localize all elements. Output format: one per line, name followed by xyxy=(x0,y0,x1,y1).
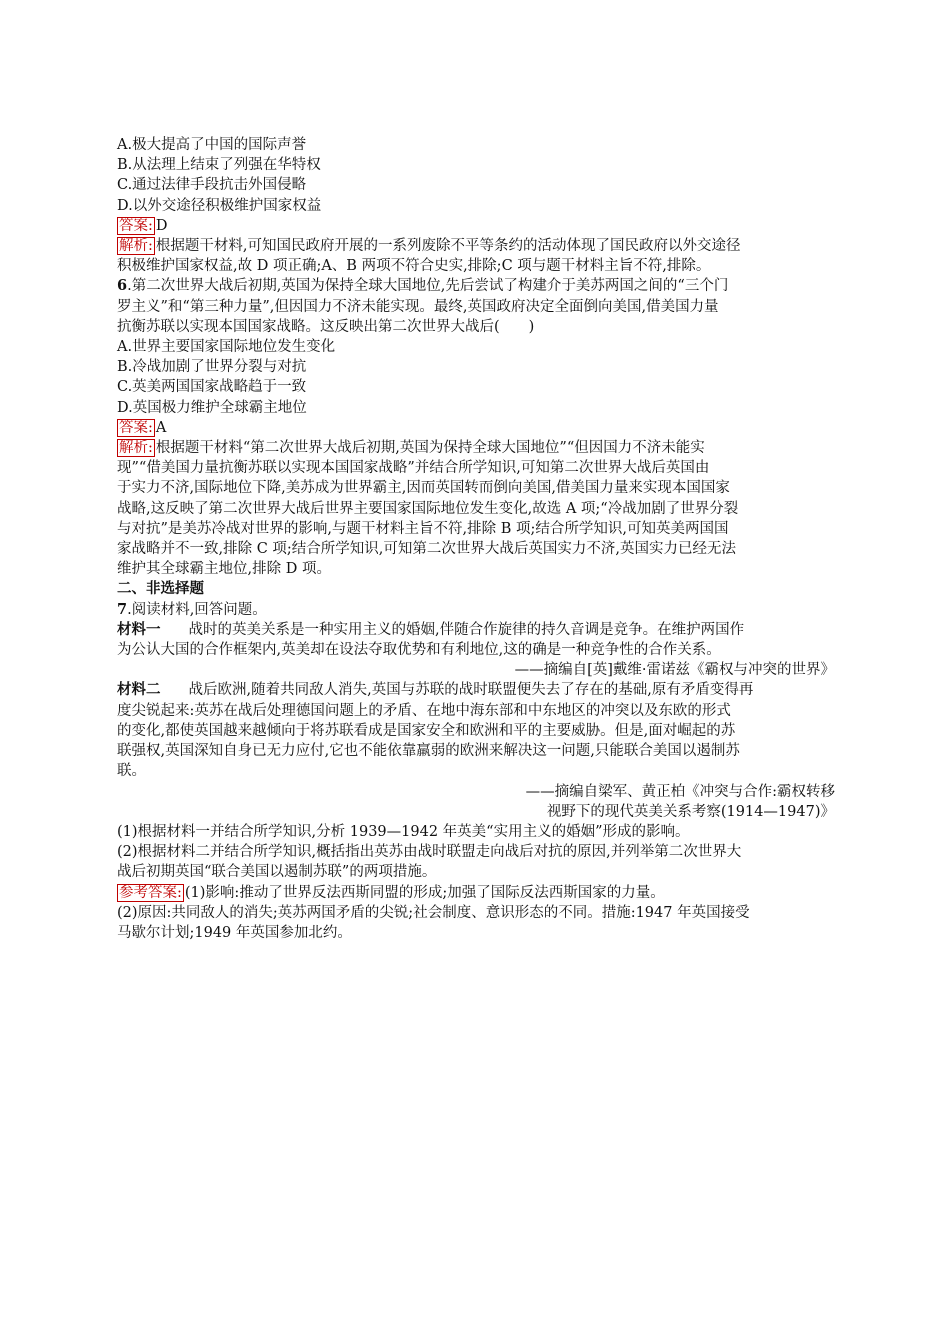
q7-ref2-line: (2)原因:共同敌人的消失;英苏两国矛盾的尖锐;社会制度、意识形态的不同。措施:1947 年英国接受 xyxy=(117,904,750,921)
q6-analysis-tag: 解析: xyxy=(119,440,153,457)
q6-option-a: A.世界主要国家国际地位发生变化 xyxy=(117,339,336,356)
q7-material2-row xyxy=(117,680,835,700)
q5-answer-row xyxy=(117,216,835,236)
q6-number: 6 xyxy=(117,277,128,295)
q5-option-a: A.极大提高了中国的国际声誉 xyxy=(117,137,307,153)
material1-line: 战时的英美关系是一种实用主义的婚姻,伴随合作旋律的持久音调是竞争。在维护两国作 xyxy=(188,621,745,638)
q7-number: 7 xyxy=(117,600,128,618)
q5-option-d: D.以外交途径积极维护国家权益 xyxy=(117,197,322,214)
material2-line: 联。 xyxy=(117,763,146,780)
document-page xyxy=(117,135,835,943)
q6-analysis-line: 战略,这反映了第二次世界大战后世界主要国家国际地位发生变化,故选 A 项;“冷战加剧了世界分裂 xyxy=(117,500,739,517)
q6-option-d: D.英国极力维护全球霸主地位 xyxy=(117,399,307,416)
q5-analysis-tag: 解析: xyxy=(119,238,153,255)
q7-stem: .阅读材料,回答问题。 xyxy=(127,601,267,618)
q7-ref2-line: 马歇尔计划;1949 年英国参加北约。 xyxy=(117,924,352,941)
q7-sub1: (1)根据材料一并结合所学知识,分析 1939—1942 年英美“实用主义的婚姻”形成的影响。 xyxy=(117,823,690,840)
q6-analysis-line: 于实力不济,国际地位下降,美苏成为世界霸主,因而英国转而倒向美国,借美国力量来实现本国国家 xyxy=(117,480,730,497)
q7-stem-row xyxy=(117,600,835,620)
q7-sub2-line: (2)根据材料二并结合所学知识,概括指出英苏由战时联盟走向战后对抗的原因,并列举第二次世界大 xyxy=(117,844,742,861)
material2-source: ——摘编自梁军、黄正柏《冲突与合作:霸权转移 xyxy=(525,783,835,800)
section-title: 二、非选择题 xyxy=(117,580,204,598)
q6-answer-row xyxy=(117,418,835,438)
q6-stem-line: 抗衡苏联以实现本国国家战略。这反映出第二次世界大战后( ) xyxy=(117,318,535,335)
q5-analysis-line: 积极维护国家权益,故 D 项正确;A、B 两项不符合史实,排除;C 项与题干材料主旨不符,排除。 xyxy=(117,258,711,275)
material2-source: 视野下的现代英美关系考察(1914—1947)》 xyxy=(546,803,835,820)
q7-material1-row xyxy=(117,620,835,640)
material2-label: 材料二 xyxy=(117,682,161,699)
q5-analysis-row xyxy=(117,236,835,256)
q6-answer: A xyxy=(155,419,167,436)
q6-stem-line: .第二次世界大战后初期,英国为保持全球大国地位,先后尝试了构建介于美苏两国之间的“三个门 xyxy=(127,278,729,295)
q6-analysis-line: 根据题干材料“第二次世界大战后初期,英国为保持全球大国地位”“但因国力不济未能实 xyxy=(155,440,705,457)
material1-source: ——摘编自[英]戴维·雷诺兹《霸权与冲突的世界》 xyxy=(514,662,835,679)
material2-line: 联强权,英国深知自身已无力应付,它也不能依靠羸弱的欧洲来解决这一问题,只能联合美国以遏制苏 xyxy=(117,743,740,760)
q6-answer-tag: 答案: xyxy=(119,419,153,436)
q5-answer-tag: 答案: xyxy=(119,217,153,234)
q5-analysis-line: 根据题干材料,可知国民政府开展的一系列废除不平等条约的活动体现了国民政府以外交途径 xyxy=(155,238,741,255)
material1-line: 为公认大国的合作框架内,英美却在设法夺取优势和有利地位,这的确是一种竞争性的合作关系。 xyxy=(117,642,721,659)
q5-option-c: C.通过法律手段抗击外国侵略 xyxy=(117,177,307,194)
q6-analysis-line: 现”“借美国力量抗衡苏联以实现本国国家战略”并结合所学知识,可知第二次世界大战后英国由 xyxy=(117,460,710,477)
material2-line: 度尖锐起来:英苏在战后处理德国问题上的矛盾、在地中海东部和中东地区的冲突以及东欧的形式 xyxy=(117,702,731,719)
q5-answer: D xyxy=(155,217,168,234)
q7-ref-tag: 参考答案: xyxy=(119,884,182,901)
q6-analysis-row xyxy=(117,438,835,458)
material1-label: 材料一 xyxy=(117,621,161,638)
q6-stem-row xyxy=(117,276,835,296)
q6-option-c: C.英美两国国家战略趋于一致 xyxy=(117,379,307,396)
q6-option-b: B.冷战加剧了世界分裂与对抗 xyxy=(117,359,307,376)
q7-ref-row xyxy=(117,883,835,903)
q7-sub2-line: 战后初期英国“联合美国以遏制苏联”的两项措施。 xyxy=(117,864,437,881)
material2-line: 的变化,都使英国越来越倾向于将苏联看成是国家安全和欧洲和平的主要威胁。但是,面对崛起的苏 xyxy=(117,722,736,739)
material2-line: 战后欧洲,随着共同敌人消失,英国与苏联的战时联盟便失去了存在的基础,原有矛盾变得再 xyxy=(188,682,754,699)
q6-stem-line: 罗主义”和“第三种力量”,但因国力不济未能实现。最终,英国政府决定全面倒向美国,借美国力量 xyxy=(117,298,719,315)
q6-analysis-line: 家战略并不一致,排除 C 项;结合所学知识,可知第二次世界大战后英国实力不济,英国实力已经无法 xyxy=(117,541,737,558)
q5-option-b: B.从法理上结束了列强在华特权 xyxy=(117,157,321,174)
q6-analysis-line: 维护其全球霸主地位,排除 D 项。 xyxy=(117,561,331,578)
q7-ref1: (1)影响:推动了世界反法西斯同盟的形成;加强了国际反法西斯国家的力量。 xyxy=(184,884,665,901)
q6-analysis-line: 与对抗”是美苏冷战对世界的影响,与题干材料主旨不符,排除 B 项;结合所学知识,可知英美两国国 xyxy=(117,520,729,537)
